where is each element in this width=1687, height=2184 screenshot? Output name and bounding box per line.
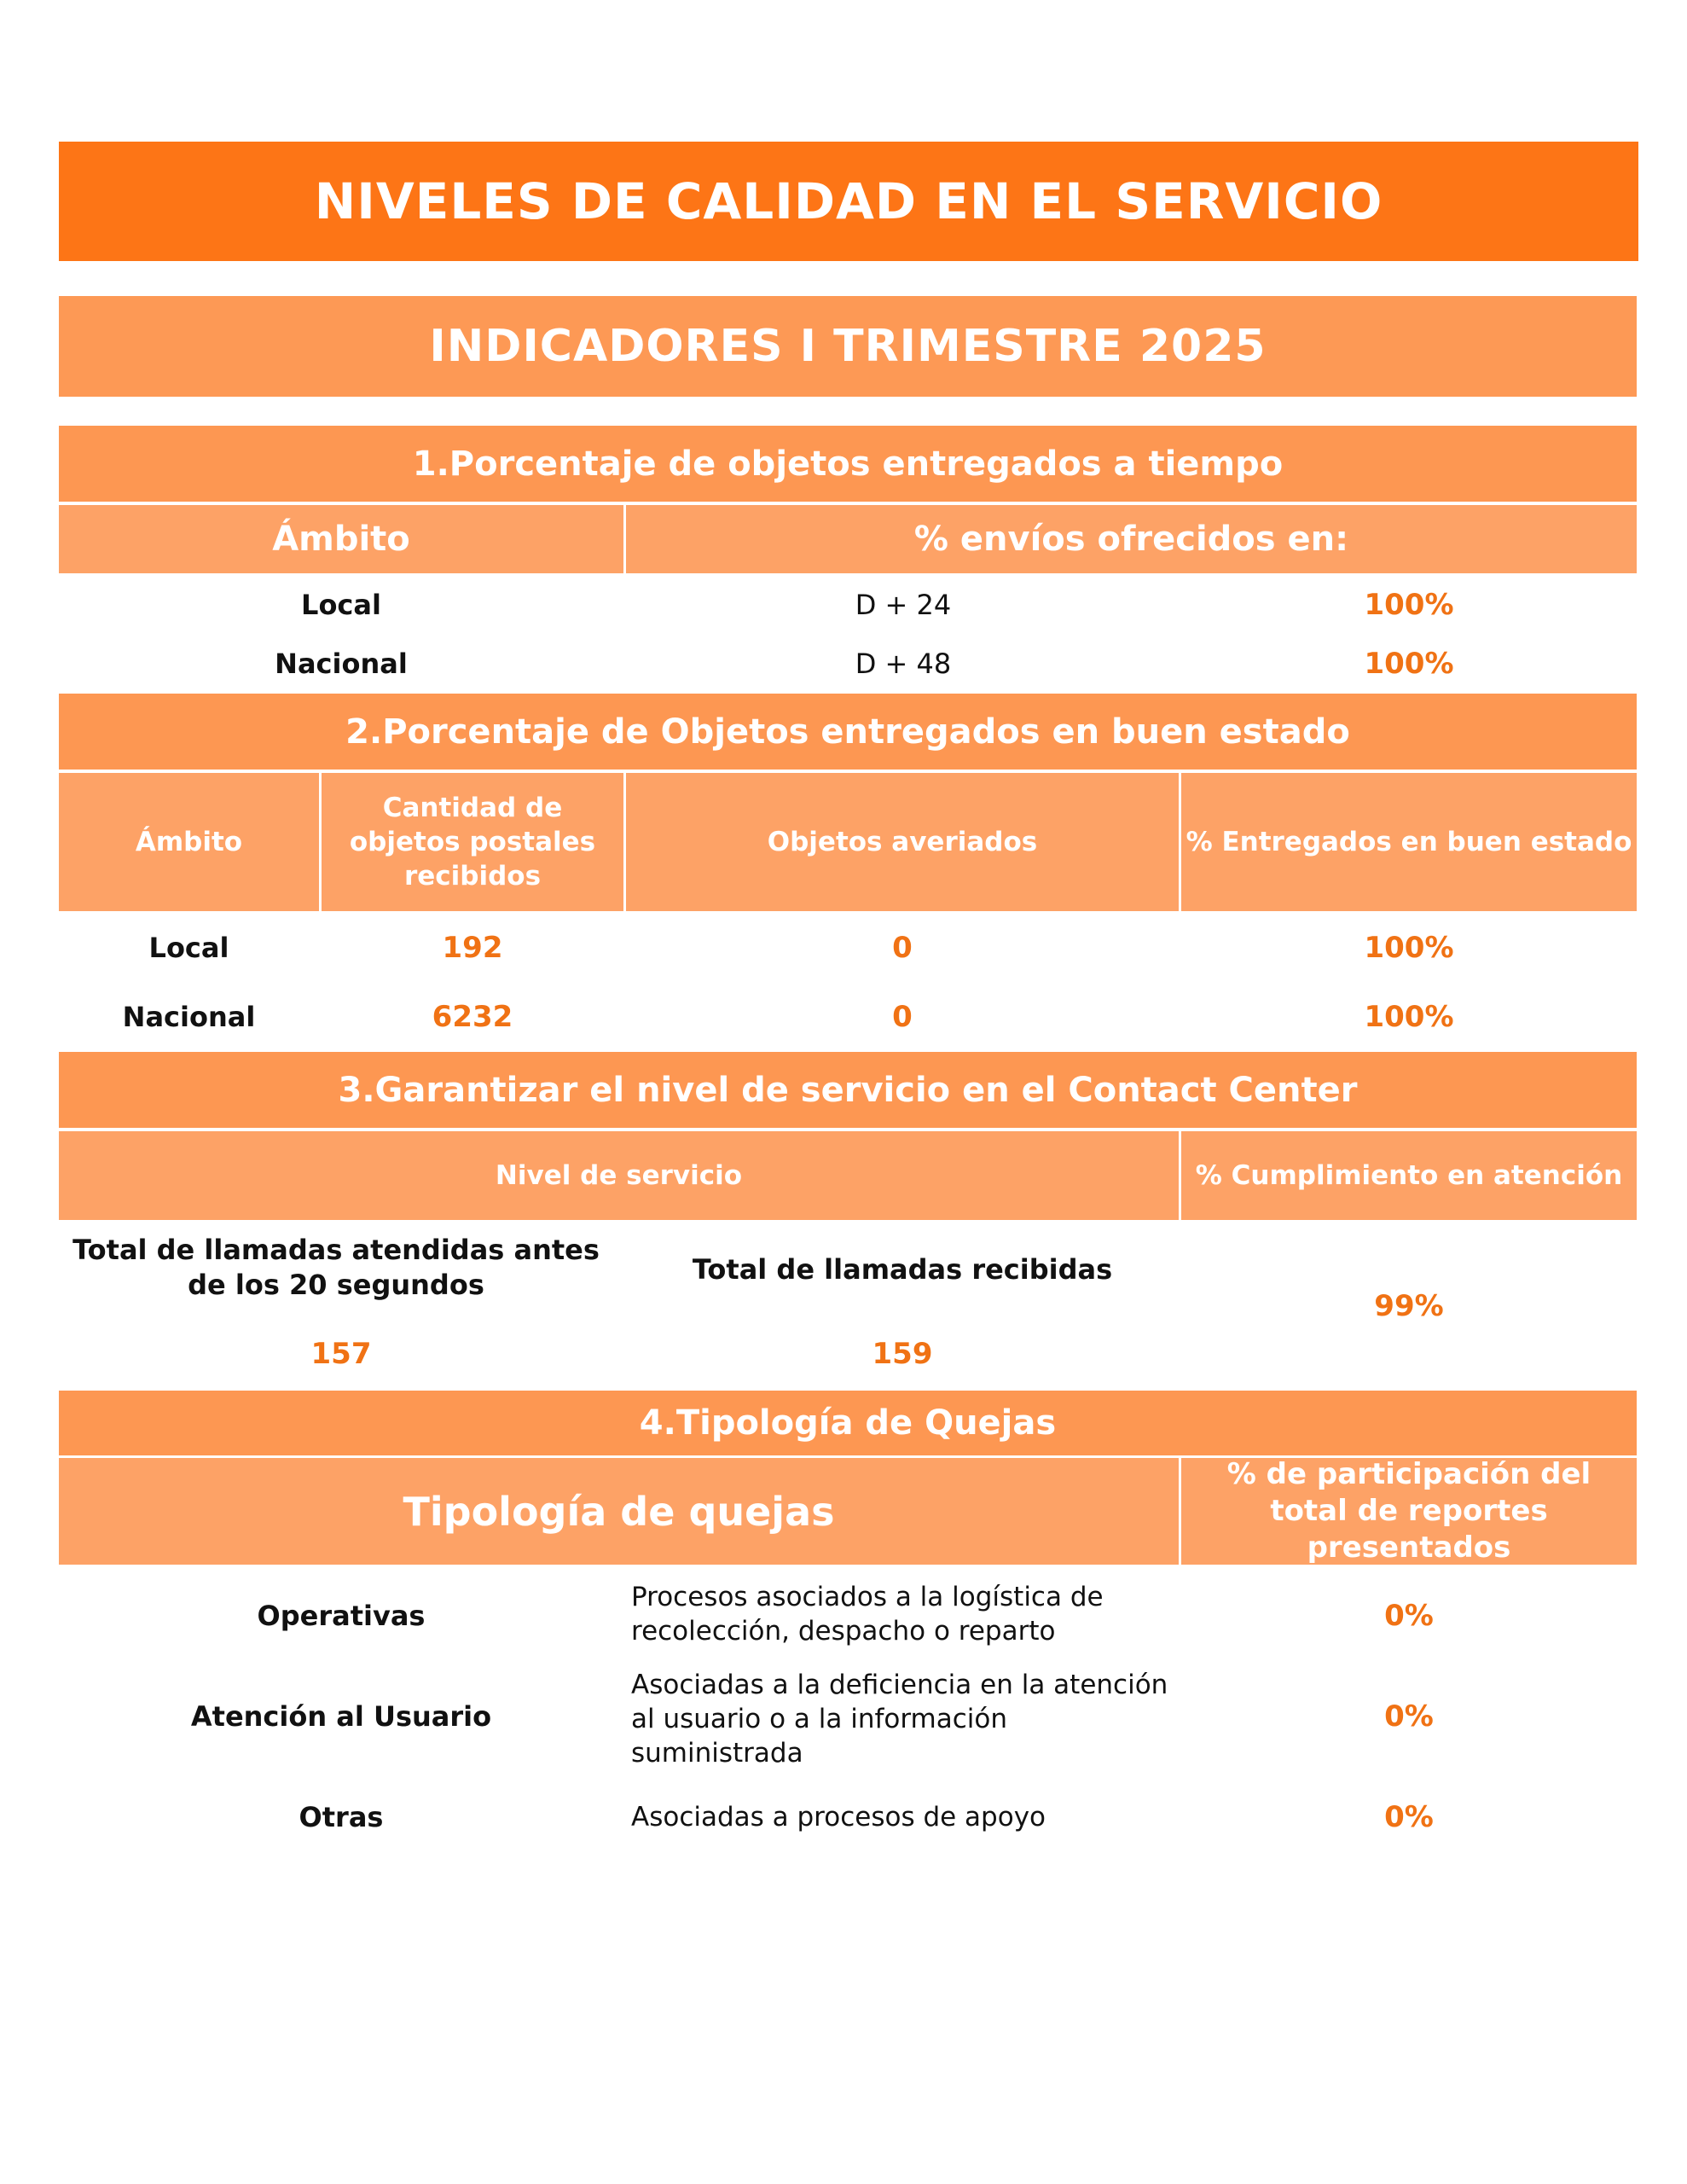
section3-header-cumplimiento: % Cumplimiento en atención: [1181, 1131, 1637, 1220]
section4-title: 4.Tipología de Quejas: [59, 1391, 1637, 1455]
section4-row-otras-tipo: Otras: [299, 1801, 384, 1833]
section2-row-nacional-averiados: 0: [892, 1000, 913, 1034]
section1-row-nacional-ambito: Nacional: [275, 648, 408, 680]
section1-header-envios: % envíos ofrecidos en:: [626, 505, 1637, 573]
section1-title: 1.Porcentaje de objetos entregados a tiempo: [59, 426, 1637, 502]
section2-header-ambito: Ámbito: [59, 773, 319, 911]
section4-row-atencion-tipo: Atención al Usuario: [190, 1700, 492, 1733]
section2-header-buen-estado: % Entregados en buen estado: [1181, 773, 1637, 911]
section4-header-participacion: % de participación del total de reportes presentados: [1181, 1458, 1637, 1565]
section2-title: 2.Porcentaje de Objetos entregados en buen estado: [59, 694, 1637, 770]
section2-row-local-cantidad: 192: [442, 931, 503, 965]
section2-row-local-ambito: Local: [148, 932, 229, 964]
section3-label-atendidas: Total de llamadas atendidas antes de los 20 segundos: [72, 1234, 600, 1301]
section3-value-recibidas: 159: [872, 1337, 933, 1371]
section2-row-local-pct: 100%: [1364, 931, 1454, 965]
page-title: NIVELES DE CALIDAD EN EL SERVICIO: [59, 142, 1638, 261]
section2-row-local-averiados: 0: [892, 931, 913, 965]
section1-header-ambito: Ámbito: [59, 505, 623, 573]
section2-row-nacional-ambito: Nacional: [122, 1001, 256, 1033]
section1-row-local-pct: 100%: [1364, 588, 1454, 622]
section1-row-nacional-plazo: D + 48: [855, 648, 952, 680]
section4-row-otras-pct: 0%: [1384, 1800, 1434, 1834]
section4-row-atencion-descripcion: Asociadas a la deficiencia en la atención al usuario o a la información suministrada: [631, 1670, 1168, 1769]
section4-row-atencion-pct: 0%: [1384, 1699, 1434, 1734]
section3-header-nivel: Nivel de servicio: [59, 1131, 1179, 1220]
section4-row-operativas-tipo: Operativas: [257, 1600, 426, 1632]
page-subtitle: INDICADORES I TRIMESTRE 2025: [59, 296, 1637, 397]
section1-row-nacional-pct: 100%: [1364, 647, 1454, 681]
section2-header-averiados: Objetos averiados: [626, 773, 1179, 911]
section4-row-operativas-pct: 0%: [1384, 1599, 1434, 1633]
section4-header-tipologia: Tipología de quejas: [59, 1458, 1179, 1565]
section3-value-atendidas: 157: [310, 1337, 372, 1371]
section2-row-nacional-pct: 100%: [1364, 1000, 1454, 1034]
section3-value-pct: 99%: [1374, 1289, 1444, 1323]
section4-row-otras-descripcion: Asociadas a procesos de apoyo: [631, 1802, 1046, 1833]
section3-title: 3.Garantizar el nivel de servicio en el Contact Center: [59, 1052, 1637, 1128]
section3-label-recibidas: Total de llamadas recibidas: [692, 1253, 1113, 1286]
section2-header-cantidad: Cantidad de objetos postales recibidos: [322, 773, 623, 911]
section2-row-nacional-cantidad: 6232: [432, 1000, 513, 1034]
section1-row-local-plazo: D + 24: [855, 589, 952, 621]
section4-row-operativas-descripcion: Procesos asociados a la logística de recolección, despacho o reparto: [631, 1582, 1104, 1647]
section1-row-local-ambito: Local: [301, 589, 381, 621]
